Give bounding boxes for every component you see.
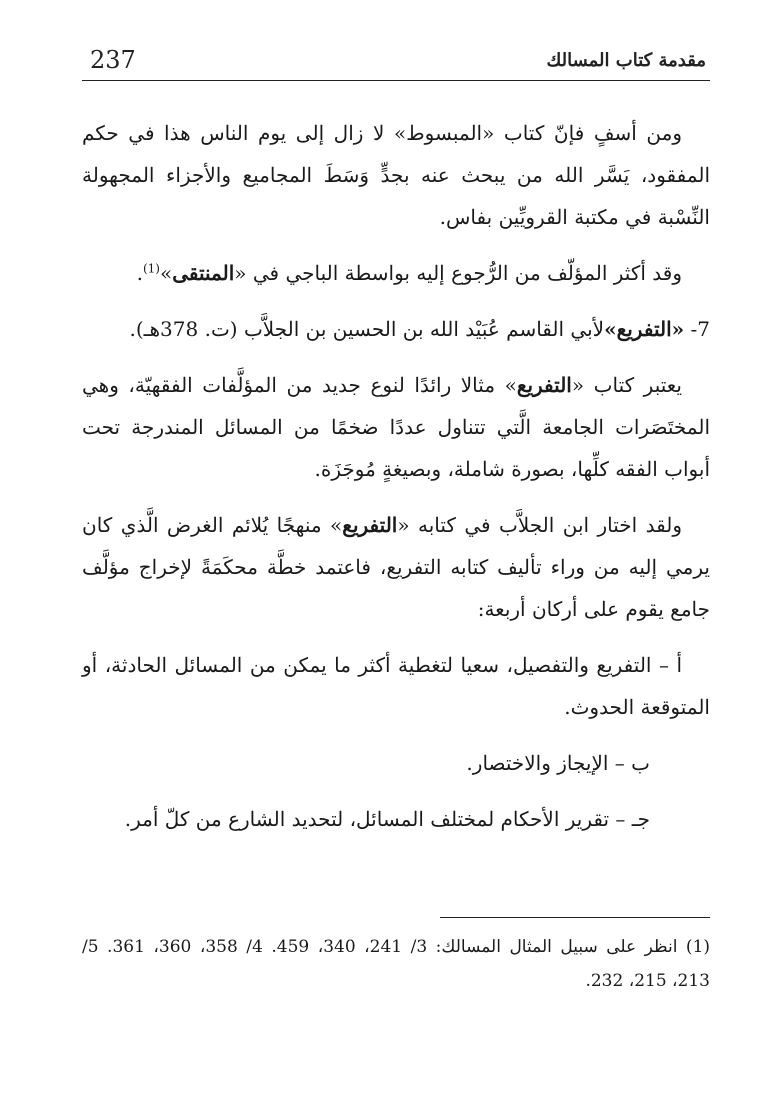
list-item-a: أ – التفريع والتفصيل، سعيا لتغطية أكثر ما يمكن من المسائل الحادثة، أو المتوقعة الحدوث. bbox=[82, 653, 710, 719]
footnote-ref[interactable]: (1) bbox=[142, 261, 160, 276]
paragraph-muntaqa bbox=[82, 252, 710, 294]
list-item-b: ب – الإيجاز والاختصار. bbox=[466, 751, 650, 775]
closing-quote: » bbox=[159, 261, 173, 285]
section-heading bbox=[82, 308, 710, 350]
section-heading-text: لأبي القاسم عُبَيْد الله بن الحسين بن الجلاَّب (ت. 378هـ). bbox=[129, 317, 605, 341]
book-title-tafri: التفريع bbox=[342, 513, 398, 537]
paragraph-text: » مثالا رائدًا لنوع جديد من المؤلَّفات الفقهيّة، وهي المختَصَرات الجامعة الَّتي تتناول عددًا ضخمًا من المسائل المندرجة تحت أبواب الفقه كلِّها، بصورة شاملة، وبصيغةٍ مُوجَزَة. bbox=[82, 373, 710, 481]
paragraph-tafri-intro bbox=[82, 364, 710, 490]
footnote-1: (1) انظر على سبيل المثال المسالك: 3/ 241، 340، 459. 4/ 358، 360، 361. 5/ 213، 215، 232. bbox=[82, 937, 711, 991]
period: . bbox=[136, 261, 143, 285]
book-title-tafri: «التفريع» bbox=[604, 317, 685, 341]
paragraph-text: ولقد اختار ابن الجلاَّب في كتابه « bbox=[397, 513, 683, 537]
main-text bbox=[82, 112, 710, 854]
paragraph-text: يعتبر كتاب « bbox=[571, 373, 682, 397]
paragraph-method bbox=[82, 504, 710, 630]
paragraph-mabsut: ومن أسفٍ فإنّ كتاب «المبسوط» لا زال إلى يوم الناس هذا في حكم المفقود، يَسَّر الله من يبحث عنه بجدٍّ وَسَطَ المجاميع والأجزاء المجهولة النِّسْبة في مكتبة القرويِّين بفاس. bbox=[82, 121, 710, 229]
running-title: مقدمة كتاب المسالك bbox=[546, 50, 706, 71]
paragraph-text: » منهجًا يُلائم الغرض الَّذي كان يرمي إليه من وراء تأليف كتابه التفريع، فاعتمد خطَّة محكَمَةً لإخراج مؤلَّف جامع يقوم على أركان أربعة: bbox=[82, 513, 710, 621]
paragraph-text: وقد أكثر المؤلّف من الرُّجوع إليه بواسطة الباجي في « bbox=[234, 261, 682, 285]
page-header bbox=[82, 40, 710, 81]
book-title-tafri: التفريع bbox=[516, 373, 572, 397]
list-item-c: جـ – تقرير الأحكام لمختلف المسائل، لتحديد الشارع من كلّ أمر. bbox=[124, 807, 650, 831]
page-number: 237 bbox=[90, 46, 136, 74]
section-number: 7- bbox=[684, 317, 710, 341]
footnote-divider bbox=[440, 917, 710, 918]
book-title-muntaqa: المنتقى bbox=[172, 261, 235, 285]
